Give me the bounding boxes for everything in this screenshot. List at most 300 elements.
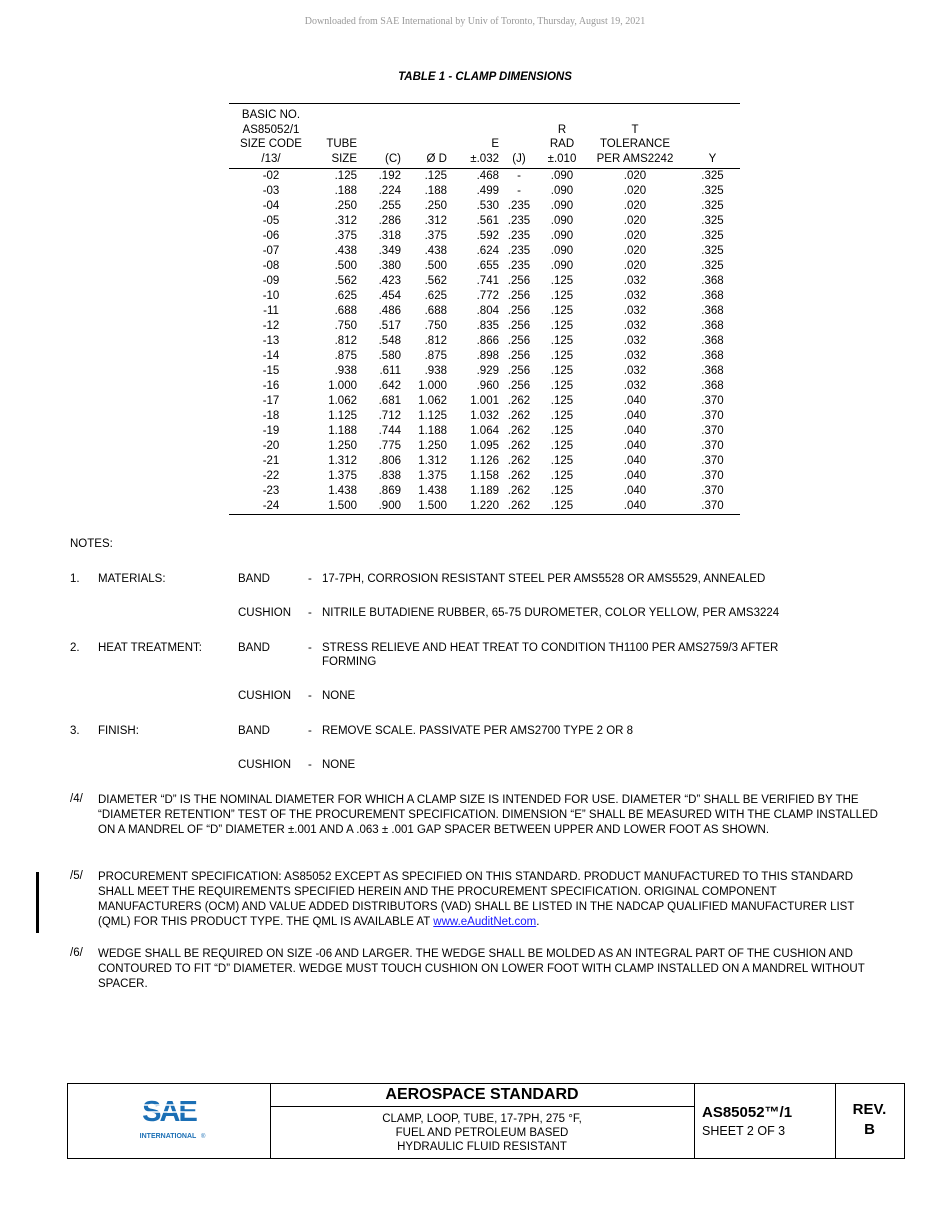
table-cell: -14 — [262, 350, 280, 362]
sheet-number: SHEET 2 OF 3 — [702, 1124, 786, 1138]
table-cell: .898 — [476, 350, 499, 362]
table-cell: 1.438 — [418, 485, 447, 497]
table-cell: -07 — [262, 245, 280, 257]
table-row — [229, 454, 740, 469]
table-cell: .256 — [507, 335, 531, 347]
table-cell: .368 — [701, 335, 724, 347]
table-cell: .370 — [701, 440, 724, 452]
table-cell: 1.064 — [470, 425, 499, 437]
note-text: NITRILE BUTADIENE RUBBER, 65-75 DUROMETER, COLOR YELLOW, PER AMS3224 — [322, 607, 780, 619]
table-cell: .125 — [539, 499, 585, 515]
table-cell: .325 — [701, 185, 724, 197]
table-cell: .090 — [550, 185, 574, 197]
table-cell: .250 — [424, 200, 447, 212]
eauditnet-link[interactable]: www.eAuditNet.com — [433, 916, 537, 928]
table-cell: .032 — [623, 290, 647, 302]
note-text: 17-7PH, CORROSION RESISTANT STEEL PER AMS5528 OR AMS5529, ANNEALED — [322, 573, 766, 585]
table-cell: -21 — [262, 455, 280, 467]
table-cell: 1.095 — [470, 440, 499, 452]
table-cell: 1.062 — [328, 395, 357, 407]
table-cell: .256 — [507, 365, 531, 377]
table-cell: .835 — [476, 320, 499, 332]
table-cell: .020 — [623, 170, 647, 182]
table-cell: 1.438 — [328, 485, 357, 497]
table-cell: 1.126 — [470, 455, 499, 467]
table-cell: .256 — [507, 380, 531, 392]
header-c: (C) — [357, 104, 401, 169]
table-cell: 1.375 — [418, 470, 447, 482]
table-cell: .125 — [424, 170, 447, 182]
table-cell: - — [517, 185, 521, 197]
standard-heading: AEROSPACE STANDARD — [270, 1084, 694, 1107]
table-cell: .040 — [623, 455, 647, 467]
table-cell: .020 — [623, 245, 647, 257]
table-cell: .486 — [378, 305, 401, 317]
table-cell: -18 — [262, 410, 280, 422]
table-row — [229, 319, 740, 334]
table-cell: .090 — [550, 245, 574, 257]
table-cell: .370 — [701, 395, 724, 407]
band-label: BAND — [238, 725, 270, 737]
band-label: BAND — [238, 573, 270, 585]
table-cell: .370 — [701, 455, 724, 467]
download-watermark: Downloaded from SAE International by Univ of Toronto, Thursday, August 19, 2021 — [304, 16, 646, 27]
table-cell: .262 — [499, 499, 539, 515]
table-cell: 1.125 — [328, 410, 357, 422]
table-header-row — [229, 104, 740, 169]
description-line: FUEL AND PETROLEUM BASED — [395, 1127, 569, 1139]
note-3-band — [0, 724, 950, 740]
table-cell: 1.220 — [447, 499, 499, 515]
table-cell: -23 — [262, 485, 280, 497]
table-row — [229, 409, 740, 424]
table-cell: .325 — [701, 170, 724, 182]
band-label: BAND — [238, 642, 270, 654]
table-cell: .517 — [378, 320, 401, 332]
table-cell: .020 — [623, 260, 647, 272]
table-cell: .262 — [507, 395, 531, 407]
table-cell: .611 — [379, 365, 401, 377]
header-e: E ±.032 — [447, 104, 499, 169]
table-cell: 1.125 — [418, 410, 447, 422]
table-cell: .040 — [585, 499, 685, 515]
table-cell: .325 — [701, 200, 724, 212]
table-cell: .032 — [623, 305, 647, 317]
table-cell: -16 — [262, 380, 280, 392]
note-1-cushion — [0, 606, 950, 622]
table-cell: .090 — [550, 215, 574, 227]
table-cell: .325 — [701, 230, 724, 242]
table-row — [229, 289, 740, 304]
table-cell: .866 — [476, 335, 499, 347]
table-cell: .423 — [378, 275, 401, 287]
table-cell: .125 — [550, 440, 574, 452]
note-number: 1. — [70, 573, 80, 585]
table-cell: .750 — [334, 320, 357, 332]
header-tube-size: TUBE SIZE — [313, 104, 357, 169]
dash: - — [308, 725, 312, 737]
table-cell: .040 — [623, 485, 647, 497]
table-cell: .192 — [378, 170, 401, 182]
table-body — [229, 169, 740, 515]
table-cell: 1.188 — [418, 425, 447, 437]
table-cell: .125 — [550, 290, 574, 302]
table-cell: -02 — [262, 170, 280, 182]
document-number-cell — [694, 1084, 836, 1158]
table-cell: 1.000 — [328, 380, 357, 392]
table-cell: .655 — [476, 260, 499, 272]
logo-sub: INTERNATIONAL — [139, 1133, 197, 1140]
table-cell: 1.312 — [418, 455, 447, 467]
table-cell: .561 — [476, 215, 499, 227]
revision-cell — [835, 1084, 904, 1158]
note-5-end: . — [536, 916, 540, 928]
table-cell: .125 — [550, 305, 574, 317]
table-cell: .125 — [550, 350, 574, 362]
table-cell: .188 — [334, 185, 357, 197]
table-cell: -22 — [262, 470, 280, 482]
table-cell: .741 — [476, 275, 499, 287]
table-row — [229, 214, 740, 229]
table-cell: .040 — [623, 470, 647, 482]
table-cell: .375 — [334, 230, 357, 242]
table-row — [229, 439, 740, 454]
header-size-code: BASIC NO. AS85052/1 SIZE CODE /13/ — [229, 104, 313, 169]
table-row — [229, 229, 740, 244]
note-number: /4/ — [70, 793, 83, 805]
header-j: (J) — [499, 104, 539, 169]
table-cell: .318 — [378, 230, 401, 242]
table-cell: .900 — [357, 499, 401, 515]
table-cell: .744 — [378, 425, 401, 437]
table-cell: .224 — [378, 185, 401, 197]
table-row — [229, 364, 740, 379]
table-cell: .090 — [550, 260, 574, 272]
table-cell: 1.189 — [470, 485, 499, 497]
note-6-text: WEDGE SHALL BE REQUIRED ON SIZE -06 AND LARGER. THE WEDGE SHALL BE MOLDED AS AN INTEGRAL PART OF THE CUSHION AND CONTOURED TO FIT “D” DIAMETER. WEDGE MUST TOUCH CUSHION ON LOWER FOOT WITH CLAMP INSTALLED ON A MANDREL WITHOUT SPACER. — [98, 948, 865, 990]
table-cell: .032 — [623, 365, 647, 377]
table-row — [229, 469, 740, 484]
table-cell: .040 — [623, 440, 647, 452]
note-text: FORMING — [322, 656, 377, 668]
note-number: 3. — [70, 725, 80, 737]
header-d: Ø D — [401, 104, 447, 169]
table-cell: 1.188 — [328, 425, 357, 437]
dash: - — [308, 607, 312, 619]
cushion-label: CUSHION — [238, 690, 292, 702]
table-cell: .255 — [378, 200, 401, 212]
table-row — [229, 334, 740, 349]
note-number: 2. — [70, 642, 80, 654]
note-2-band — [0, 641, 950, 671]
revision-value: B — [864, 1121, 875, 1138]
table-row — [229, 274, 740, 289]
table-cell: .370 — [685, 499, 740, 515]
note-5-text — [98, 870, 878, 930]
table-cell: -20 — [262, 440, 280, 452]
table-cell: .688 — [424, 305, 447, 317]
table-cell: .806 — [378, 455, 401, 467]
table-cell: .090 — [550, 170, 574, 182]
dash: - — [308, 690, 312, 702]
table-cell: 1.158 — [470, 470, 499, 482]
table-row — [229, 169, 740, 185]
table-cell: .625 — [334, 290, 357, 302]
table-cell: -08 — [262, 260, 280, 272]
table-cell: .125 — [550, 395, 574, 407]
table-cell: .125 — [550, 380, 574, 392]
table-cell: 1.062 — [418, 395, 447, 407]
table-cell: .040 — [623, 425, 647, 437]
table-cell: .250 — [334, 200, 357, 212]
table-cell: .938 — [424, 365, 447, 377]
table-cell: -13 — [262, 335, 280, 347]
table-cell: .125 — [550, 365, 574, 377]
note-2-cushion — [0, 689, 950, 705]
table-cell: .370 — [701, 425, 724, 437]
table-cell: .875 — [334, 350, 357, 362]
table-cell: .438 — [334, 245, 357, 257]
table-cell: .090 — [550, 200, 574, 212]
table-cell: .368 — [701, 380, 724, 392]
table-cell: .370 — [701, 470, 724, 482]
table-cell: 1.250 — [418, 440, 447, 452]
header-r: R RAD ±.010 — [539, 104, 585, 169]
table-cell: .125 — [550, 485, 574, 497]
notes-heading: NOTES: — [70, 538, 113, 550]
sae-logo — [68, 1084, 271, 1158]
table-cell: .438 — [424, 245, 447, 257]
table-cell: .235 — [507, 260, 531, 272]
table-cell: 1.312 — [328, 455, 357, 467]
table-cell: -04 — [262, 200, 280, 212]
table-row — [229, 499, 740, 515]
table-cell: .368 — [701, 305, 724, 317]
table-cell: 1.375 — [328, 470, 357, 482]
header-y: Y — [685, 104, 740, 169]
table-cell: .688 — [334, 305, 357, 317]
table-cell: .262 — [507, 485, 531, 497]
table-cell: -19 — [262, 425, 280, 437]
table-cell: .712 — [378, 410, 401, 422]
table-cell: .032 — [623, 335, 647, 347]
document-number: AS85052™/1 — [702, 1104, 793, 1121]
table-cell: .370 — [701, 410, 724, 422]
table-row — [229, 394, 740, 409]
table-cell: .368 — [701, 290, 724, 302]
table-cell: .375 — [424, 230, 447, 242]
table-cell: .812 — [334, 335, 357, 347]
table-cell: .020 — [623, 230, 647, 242]
table-cell: .812 — [424, 335, 447, 347]
table-cell: .530 — [476, 200, 499, 212]
table-cell: .368 — [701, 275, 724, 287]
revision-bar — [36, 872, 39, 933]
table-cell: .040 — [623, 395, 647, 407]
table-cell: 1.001 — [470, 395, 499, 407]
table-cell: .125 — [550, 455, 574, 467]
table-cell: .125 — [550, 425, 574, 437]
table-cell: - — [517, 170, 521, 182]
table-cell: .938 — [334, 365, 357, 377]
note-4-text: DIAMETER “D” IS THE NOMINAL DIAMETER FOR WHICH A CLAMP SIZE IS INTENDED FOR USE. DIAMETER “D” SHALL BE VERIFIED BY THE “DIAMETER RETENTION” TEST OF THE PROCUREMENT SPECIFICATION. DIMENSION “E” SHALL BE MEASURED WITH THE CLAMP INSTALLED ON A MANDREL OF “D” DIAMETER ±.001 AND A .063 ± .001 GAP SPACER BETWEEN UPPER AND LOWER FOOT AS SHOWN. — [98, 794, 878, 836]
table-cell: .772 — [476, 290, 499, 302]
table-row — [229, 244, 740, 259]
table-cell: .125 — [334, 170, 357, 182]
dash: - — [308, 759, 312, 771]
table-cell: .032 — [623, 380, 647, 392]
standard-description — [270, 1107, 694, 1154]
table-cell: .681 — [378, 395, 401, 407]
table-cell: .368 — [701, 365, 724, 377]
table-cell: -11 — [263, 305, 279, 317]
table-cell: .125 — [550, 410, 574, 422]
table-cell: .642 — [378, 380, 401, 392]
table-cell: .325 — [701, 215, 724, 227]
table-row — [229, 304, 740, 319]
table-cell: .625 — [424, 290, 447, 302]
note-number: /6/ — [70, 947, 83, 959]
dash: - — [308, 642, 312, 654]
table-cell: .256 — [507, 290, 531, 302]
table-cell: -24 — [229, 499, 313, 515]
table-cell: .032 — [623, 275, 647, 287]
note-text: NONE — [322, 690, 356, 702]
description-line: HYDRAULIC FLUID RESISTANT — [397, 1141, 567, 1153]
table-cell: .804 — [476, 305, 499, 317]
title-block — [67, 1083, 905, 1159]
table-row — [229, 259, 740, 274]
table-cell: .125 — [550, 335, 574, 347]
table-cell: 1.032 — [470, 410, 499, 422]
table-cell: .499 — [476, 185, 499, 197]
table-cell: .032 — [623, 350, 647, 362]
table-cell: .125 — [550, 320, 574, 332]
table-cell: .929 — [476, 365, 499, 377]
table-row — [229, 484, 740, 499]
table-cell: .500 — [424, 260, 447, 272]
table-cell: -06 — [262, 230, 280, 242]
logo-main: SAE — [142, 1096, 196, 1128]
table-cell: .188 — [424, 185, 447, 197]
table-cell: .040 — [623, 410, 647, 422]
table-cell: .125 — [550, 470, 574, 482]
cushion-label: CUSHION — [238, 607, 292, 619]
revision-label: REV. — [852, 1101, 887, 1118]
note-label: FINISH: — [98, 725, 139, 737]
table-cell: .256 — [507, 275, 531, 287]
table-cell: .256 — [507, 350, 531, 362]
table-cell: .235 — [507, 245, 531, 257]
table-cell: .125 — [550, 275, 574, 287]
table-cell: .020 — [623, 200, 647, 212]
table-cell: .235 — [507, 200, 531, 212]
logo-mark: ® — [201, 1134, 206, 1140]
table-cell: -15 — [262, 365, 280, 377]
table-cell: .869 — [378, 485, 401, 497]
note-1-band — [0, 572, 950, 588]
table-cell: .262 — [507, 470, 531, 482]
table-cell: -12 — [262, 320, 280, 332]
table-cell: .500 — [334, 260, 357, 272]
table-cell: .235 — [507, 215, 531, 227]
table-row — [229, 424, 740, 439]
note-text: REMOVE SCALE. PASSIVATE PER AMS2700 TYPE 2 OR 8 — [322, 725, 634, 737]
table-cell: .020 — [623, 215, 647, 227]
table-cell: .368 — [701, 320, 724, 332]
table-cell: .562 — [334, 275, 357, 287]
note-number: /5/ — [70, 870, 83, 882]
table-cell: .960 — [476, 380, 499, 392]
table-cell: .262 — [507, 425, 531, 437]
table-row — [229, 379, 740, 394]
header-t: T TOLERANCE PER AMS2242 — [585, 104, 685, 169]
table-cell: .235 — [507, 230, 531, 242]
table-cell: .624 — [476, 245, 499, 257]
table-cell: 1.250 — [328, 440, 357, 452]
note-label: HEAT TREATMENT: — [98, 642, 202, 654]
table-cell: -05 — [262, 215, 280, 227]
table-cell: .370 — [701, 485, 724, 497]
clamp-dimensions-table — [229, 103, 740, 515]
table-cell: .380 — [378, 260, 401, 272]
table-cell: -03 — [262, 185, 280, 197]
table-cell: .580 — [378, 350, 401, 362]
table-cell: 1.500 — [313, 499, 357, 515]
table-cell: .262 — [507, 440, 531, 452]
table-cell: .286 — [378, 215, 401, 227]
table-cell: .032 — [623, 320, 647, 332]
table-row — [229, 349, 740, 364]
note-text: STRESS RELIEVE AND HEAT TREAT TO CONDITION TH1100 PER AMS2759/3 AFTER — [322, 642, 779, 654]
note-3-cushion — [0, 758, 950, 774]
table-cell: .349 — [378, 245, 401, 257]
table-cell: .325 — [701, 245, 724, 257]
table-row — [229, 199, 740, 214]
table-row — [229, 184, 740, 199]
table-cell: .020 — [623, 185, 647, 197]
table-cell: -17 — [262, 395, 280, 407]
table-cell: -10 — [262, 290, 280, 302]
note-text: NONE — [322, 759, 356, 771]
sae-logo-icon — [68, 1084, 270, 1158]
table-cell: .262 — [507, 410, 531, 422]
table-cell: 1.000 — [418, 380, 447, 392]
table-cell: .548 — [378, 335, 401, 347]
table-cell: .468 — [476, 170, 499, 182]
table-cell: .262 — [507, 455, 531, 467]
table-cell: .368 — [701, 350, 724, 362]
note-label: MATERIALS: — [98, 573, 166, 585]
dash: - — [308, 573, 312, 585]
table-title: TABLE 1 - CLAMP DIMENSIONS — [398, 71, 572, 83]
table-cell: .256 — [507, 320, 531, 332]
table-cell: .775 — [378, 440, 401, 452]
table-cell: .454 — [378, 290, 401, 302]
table-cell: .838 — [378, 470, 401, 482]
table-cell: .312 — [424, 215, 447, 227]
table-cell: .325 — [701, 260, 724, 272]
table-cell: .562 — [424, 275, 447, 287]
table-cell: .312 — [334, 215, 357, 227]
table-cell: .592 — [476, 230, 499, 242]
table-cell: 1.500 — [401, 499, 447, 515]
table-cell: -09 — [262, 275, 280, 287]
description-line: CLAMP, LOOP, TUBE, 17-7PH, 275 °F, — [382, 1113, 582, 1125]
title-block-description — [270, 1084, 695, 1158]
table-cell: .875 — [424, 350, 447, 362]
table-cell: .256 — [507, 305, 531, 317]
